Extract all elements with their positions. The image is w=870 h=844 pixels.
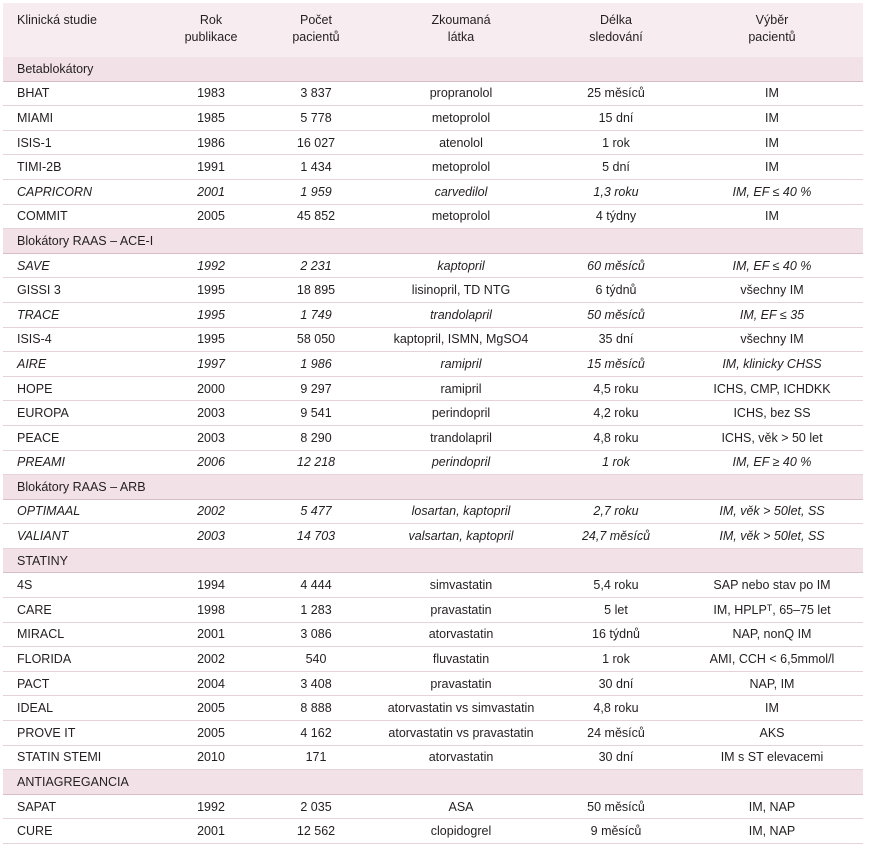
cell-selection: IM (681, 106, 863, 131)
table-row (3, 721, 863, 746)
cell-study: VALIANT (3, 524, 161, 549)
cell-study: HOPE (3, 376, 161, 401)
cell-year: 2006 (161, 450, 261, 475)
table-row (3, 401, 863, 426)
cell-duration: 1 rok (551, 450, 681, 475)
cell-duration: 30 dní (551, 745, 681, 770)
cell-study: PREAMI (3, 450, 161, 475)
header-substance: Zkoumaná látka (371, 3, 551, 57)
cell-duration: 35 dní (551, 327, 681, 352)
cell-year: 1983 (161, 81, 261, 106)
cell-patients: 1 986 (261, 352, 371, 377)
cell-patients: 3 086 (261, 622, 371, 647)
clinical-studies-table-container (3, 3, 863, 839)
cell-substance: metoprolol (371, 155, 551, 180)
cell-selection: AMI, CCH < 6,5mmol/l (681, 647, 863, 672)
cell-year: 2004 (161, 671, 261, 696)
cell-duration: 60 měsíců (551, 253, 681, 278)
cell-substance: ramipril (371, 352, 551, 377)
cell-study: AIRE (3, 352, 161, 377)
table-row (3, 647, 863, 672)
cell-selection: AKS (681, 721, 863, 746)
cell-substance: valsartan, kaptopril (371, 524, 551, 549)
cell-study: CAPRICORN (3, 179, 161, 204)
cell-patients: 1 283 (261, 598, 371, 623)
header-selection: Výběr pacientů (681, 3, 863, 57)
section-title: STATINY (3, 548, 863, 573)
cell-selection: IM (681, 204, 863, 229)
cell-duration: 24,7 měsíců (551, 524, 681, 549)
cell-patients: 58 050 (261, 327, 371, 352)
cell-substance: ramipril (371, 376, 551, 401)
header-year: Rok publikace (161, 3, 261, 57)
cell-patients: 3 408 (261, 671, 371, 696)
cell-duration: 50 měsíců (551, 794, 681, 819)
cell-duration: 2,7 roku (551, 499, 681, 524)
cell-study: CURE (3, 819, 161, 844)
cell-study: IDEAL (3, 696, 161, 721)
cell-study: TRACE (3, 302, 161, 327)
cell-duration: 15 dní (551, 106, 681, 131)
cell-selection: všechny IM (681, 327, 863, 352)
cell-substance: ASA (371, 794, 551, 819)
table-row (3, 253, 863, 278)
cell-selection: IM, HPLPᵀ, 65–75 let (681, 598, 863, 623)
cell-patients: 45 852 (261, 204, 371, 229)
section-title: Betablokátory (3, 57, 863, 81)
cell-patients: 4 444 (261, 573, 371, 598)
cell-substance: pravastatin (371, 598, 551, 623)
cell-study: 4S (3, 573, 161, 598)
cell-patients: 4 162 (261, 721, 371, 746)
table-row (3, 278, 863, 303)
cell-substance: trandolapril (371, 425, 551, 450)
table-row (3, 204, 863, 229)
cell-year: 1994 (161, 573, 261, 598)
table-row (3, 598, 863, 623)
cell-year: 1995 (161, 302, 261, 327)
cell-study: STATIN STEMI (3, 745, 161, 770)
cell-substance: propranolol (371, 81, 551, 106)
table-row (3, 794, 863, 819)
cell-selection: IM (681, 155, 863, 180)
clinical-studies-table (3, 3, 863, 844)
table-row (3, 106, 863, 131)
cell-duration: 4,8 roku (551, 696, 681, 721)
cell-selection: IM, klinicky CHSS (681, 352, 863, 377)
table-row (3, 155, 863, 180)
table-row (3, 622, 863, 647)
cell-duration: 4,2 roku (551, 401, 681, 426)
cell-substance: atorvastatin vs simvastatin (371, 696, 551, 721)
cell-duration: 15 měsíců (551, 352, 681, 377)
table-row (3, 499, 863, 524)
cell-selection: SAP nebo stav po IM (681, 573, 863, 598)
cell-duration: 6 týdnů (551, 278, 681, 303)
cell-substance: perindopril (371, 401, 551, 426)
cell-selection: ICHS, bez SS (681, 401, 863, 426)
table-row (3, 352, 863, 377)
cell-patients: 9 297 (261, 376, 371, 401)
cell-year: 2005 (161, 721, 261, 746)
cell-duration: 25 měsíců (551, 81, 681, 106)
cell-duration: 16 týdnů (551, 622, 681, 647)
cell-study: PACT (3, 671, 161, 696)
cell-substance: atorvastatin vs pravastatin (371, 721, 551, 746)
cell-substance: lisinopril, TD NTG (371, 278, 551, 303)
cell-selection: ICHS, CMP, ICHDKK (681, 376, 863, 401)
cell-year: 1997 (161, 352, 261, 377)
cell-year: 1986 (161, 130, 261, 155)
cell-duration: 50 měsíců (551, 302, 681, 327)
section-title: Blokátory RAAS – ARB (3, 475, 863, 500)
table-row (3, 524, 863, 549)
cell-substance: metoprolol (371, 106, 551, 131)
cell-year: 1998 (161, 598, 261, 623)
cell-patients: 8 888 (261, 696, 371, 721)
table-row (3, 130, 863, 155)
cell-substance: atorvastatin (371, 745, 551, 770)
cell-selection: IM, NAP (681, 794, 863, 819)
cell-selection: IM, EF ≥ 40 % (681, 450, 863, 475)
table-body (3, 57, 863, 844)
table-row (3, 696, 863, 721)
cell-patients: 2 231 (261, 253, 371, 278)
cell-selection: IM, EF ≤ 40 % (681, 253, 863, 278)
cell-selection: IM, EF ≤ 35 (681, 302, 863, 327)
cell-patients: 9 541 (261, 401, 371, 426)
cell-year: 1995 (161, 327, 261, 352)
cell-substance: kaptopril, ISMN, MgSO4 (371, 327, 551, 352)
table-row (3, 376, 863, 401)
cell-year: 2003 (161, 524, 261, 549)
cell-duration: 4,8 roku (551, 425, 681, 450)
cell-year: 2010 (161, 745, 261, 770)
cell-substance: trandolapril (371, 302, 551, 327)
cell-year: 1992 (161, 253, 261, 278)
cell-substance: metoprolol (371, 204, 551, 229)
cell-substance: kaptopril (371, 253, 551, 278)
table-row (3, 327, 863, 352)
cell-patients: 1 749 (261, 302, 371, 327)
cell-duration: 4 týdny (551, 204, 681, 229)
cell-patients: 14 703 (261, 524, 371, 549)
cell-selection: IM (681, 130, 863, 155)
cell-study: COMMIT (3, 204, 161, 229)
cell-patients: 1 959 (261, 179, 371, 204)
cell-study: OPTIMAAL (3, 499, 161, 524)
table-row (3, 819, 863, 844)
cell-selection: IM, věk > 50let, SS (681, 499, 863, 524)
table-row (3, 671, 863, 696)
header-duration: Délka sledování (551, 3, 681, 57)
cell-year: 2005 (161, 204, 261, 229)
table-row (3, 425, 863, 450)
cell-patients: 8 290 (261, 425, 371, 450)
header-patients: Počet pacientů (261, 3, 371, 57)
cell-year: 2003 (161, 425, 261, 450)
table-row (3, 179, 863, 204)
cell-substance: clopidogrel (371, 819, 551, 844)
section-title: Blokátory RAAS – ACE-I (3, 229, 863, 254)
cell-selection: IM s ST elevacemi (681, 745, 863, 770)
cell-duration: 1,3 roku (551, 179, 681, 204)
cell-substance: pravastatin (371, 671, 551, 696)
cell-duration: 30 dní (551, 671, 681, 696)
cell-study: MIAMI (3, 106, 161, 131)
cell-duration: 5 dní (551, 155, 681, 180)
cell-study: TIMI-2B (3, 155, 161, 180)
cell-year: 2005 (161, 696, 261, 721)
section-header-row (3, 770, 863, 795)
cell-year: 1992 (161, 794, 261, 819)
cell-substance: carvedilol (371, 179, 551, 204)
cell-study: ISIS-4 (3, 327, 161, 352)
cell-study: BHAT (3, 81, 161, 106)
cell-study: FLORIDA (3, 647, 161, 672)
cell-study: MIRACL (3, 622, 161, 647)
cell-study: SAVE (3, 253, 161, 278)
cell-year: 1991 (161, 155, 261, 180)
cell-selection: ICHS, věk > 50 let (681, 425, 863, 450)
cell-substance: perindopril (371, 450, 551, 475)
cell-selection: IM, EF ≤ 40 % (681, 179, 863, 204)
cell-study: EUROPA (3, 401, 161, 426)
cell-patients: 2 035 (261, 794, 371, 819)
section-title: ANTIAGREGANCIA (3, 770, 863, 795)
cell-year: 2001 (161, 179, 261, 204)
cell-duration: 4,5 roku (551, 376, 681, 401)
cell-study: PEACE (3, 425, 161, 450)
cell-duration: 5,4 roku (551, 573, 681, 598)
cell-study: GISSI 3 (3, 278, 161, 303)
cell-duration: 1 rok (551, 647, 681, 672)
cell-year: 1995 (161, 278, 261, 303)
cell-patients: 12 562 (261, 819, 371, 844)
cell-patients: 171 (261, 745, 371, 770)
cell-study: SAPAT (3, 794, 161, 819)
cell-year: 1985 (161, 106, 261, 131)
cell-year: 2000 (161, 376, 261, 401)
cell-selection: IM, věk > 50let, SS (681, 524, 863, 549)
cell-patients: 3 837 (261, 81, 371, 106)
cell-study: ISIS-1 (3, 130, 161, 155)
cell-patients: 540 (261, 647, 371, 672)
cell-selection: IM (681, 81, 863, 106)
table-row (3, 450, 863, 475)
cell-patients: 16 027 (261, 130, 371, 155)
cell-year: 2002 (161, 499, 261, 524)
cell-selection: všechny IM (681, 278, 863, 303)
cell-study: PROVE IT (3, 721, 161, 746)
table-row (3, 302, 863, 327)
cell-selection: NAP, IM (681, 671, 863, 696)
cell-patients: 12 218 (261, 450, 371, 475)
section-header-row (3, 57, 863, 81)
table-row (3, 81, 863, 106)
cell-duration: 24 měsíců (551, 721, 681, 746)
cell-substance: atorvastatin (371, 622, 551, 647)
section-header-row (3, 548, 863, 573)
cell-study: CARE (3, 598, 161, 623)
cell-duration: 5 let (551, 598, 681, 623)
cell-year: 2003 (161, 401, 261, 426)
cell-patients: 18 895 (261, 278, 371, 303)
cell-substance: simvastatin (371, 573, 551, 598)
cell-duration: 1 rok (551, 130, 681, 155)
cell-patients: 5 778 (261, 106, 371, 131)
cell-substance: fluvastatin (371, 647, 551, 672)
section-header-row (3, 475, 863, 500)
cell-year: 2002 (161, 647, 261, 672)
cell-selection: IM (681, 696, 863, 721)
header-study: Klinická studie (3, 3, 161, 57)
cell-patients: 1 434 (261, 155, 371, 180)
table-header (3, 3, 863, 57)
cell-substance: losartan, kaptopril (371, 499, 551, 524)
table-row (3, 573, 863, 598)
cell-year: 2001 (161, 819, 261, 844)
cell-selection: IM, NAP (681, 819, 863, 844)
section-header-row (3, 229, 863, 254)
cell-duration: 9 měsíců (551, 819, 681, 844)
cell-selection: NAP, nonQ IM (681, 622, 863, 647)
cell-substance: atenolol (371, 130, 551, 155)
cell-year: 2001 (161, 622, 261, 647)
cell-patients: 5 477 (261, 499, 371, 524)
table-row (3, 745, 863, 770)
